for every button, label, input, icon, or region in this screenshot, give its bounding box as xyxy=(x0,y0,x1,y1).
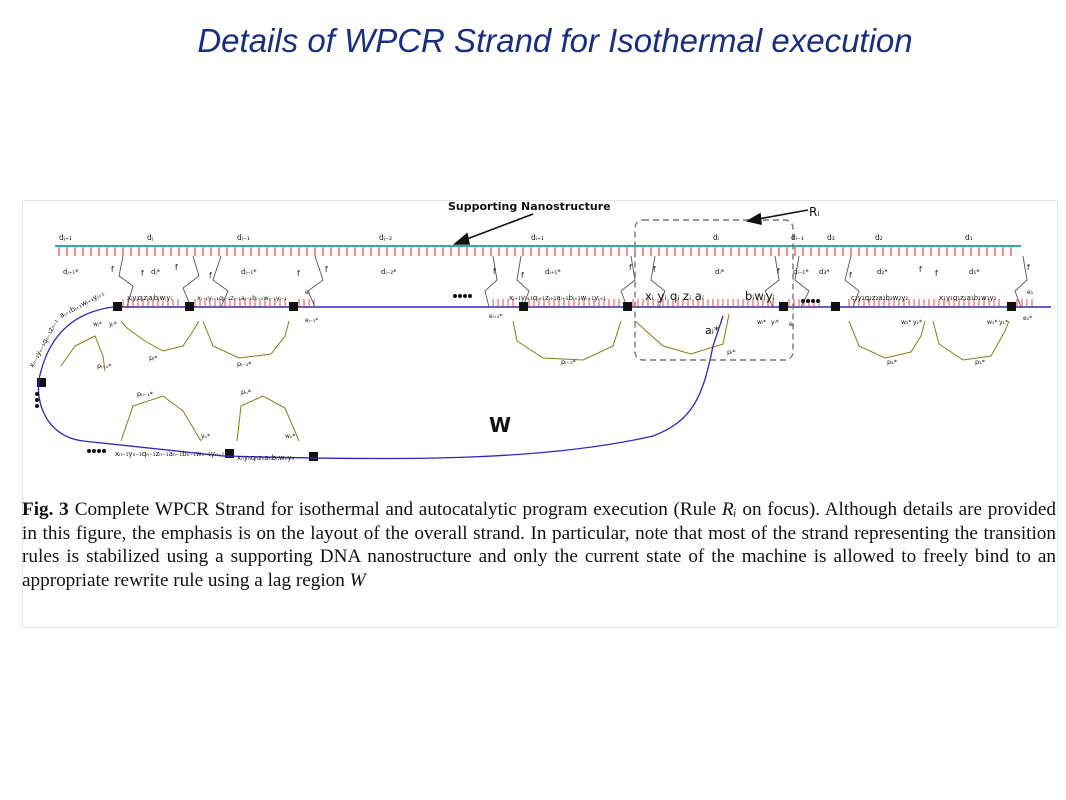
complement-label: dⱼ₋₂* xyxy=(381,268,397,276)
caption-rule-symbol: Rᵢ xyxy=(721,499,737,520)
f-linker-label: f xyxy=(175,263,178,272)
top-domain-label: dᵢ₋₁ xyxy=(791,233,805,242)
f-linker-label: f xyxy=(111,265,114,274)
slide-title: Details of WPCR Strand for Isothermal execution xyxy=(197,22,913,59)
f-linker-label: f xyxy=(493,267,496,276)
svg-text:w₂*: w₂* xyxy=(901,319,912,326)
top-domain-label: d₃ xyxy=(827,233,835,242)
f-linker-label: f xyxy=(653,265,656,274)
caption-text-part1: Complete WPCR Strand for isothermal and autocatalytic program execution (Rule xyxy=(74,499,722,520)
f-linker-label: f xyxy=(935,269,938,278)
top-domain-label: dᵢ₊₁ xyxy=(531,233,545,242)
w-labels xyxy=(93,319,1008,440)
complement-label: dⱼ₊₁* xyxy=(63,268,79,276)
complement-label: dᵢ* xyxy=(715,268,725,276)
svg-text:yₙ*: yₙ* xyxy=(201,433,210,440)
rule-seq-1: x₁y₁q₁z₁a₁b₁w₁y₁ xyxy=(939,294,997,302)
svg-text:e₁*: e₁* xyxy=(1023,315,1033,322)
svg-text:e₁: e₁ xyxy=(1027,289,1034,296)
focus-sub-label: aᵢ* xyxy=(705,324,720,337)
svg-text:p₁*: p₁* xyxy=(975,358,985,366)
f-linker-label: f xyxy=(629,263,632,272)
svg-text:eᵢ₊₂*: eᵢ₊₂* xyxy=(489,313,503,320)
complement-label: dⱼ* xyxy=(151,268,161,276)
ellipsis-dots xyxy=(35,294,820,453)
f-linker-label: f xyxy=(521,271,524,280)
bottom-seq-n-1: xₙ₋₁yₙ₋₁qₙ₋₁zₙ₋₁aₙ₋₁bₙ₋₁wₙ₋₁yₙ₋₁ xyxy=(115,450,225,458)
complement-label: dⱼ₋₁* xyxy=(241,268,257,276)
left-diagonal-seq: aⱼ₊₁bⱼ₊₁wⱼ₊₁yⱼ₊₁ xyxy=(58,289,106,320)
svg-text:pⱼ₋₁*: pⱼ₋₁* xyxy=(237,360,252,368)
rule-seq-2: c₂y₂q₂z₂a₂b₂w₂y₂ xyxy=(851,294,909,302)
nanostructure-ticks xyxy=(59,247,1011,256)
svg-text:pⱼ*: pⱼ* xyxy=(149,354,158,362)
f-linker-label: f xyxy=(297,269,300,278)
top-domain-label: d₁ xyxy=(965,233,973,242)
f-linker-label: f xyxy=(849,271,852,280)
callout-rule-label: Rᵢ xyxy=(809,205,820,219)
junction-squares xyxy=(37,302,1016,461)
left-diagonal-seq-2: xₙ₋₁yₙ₋₁qₙ₋₁zₙ₋₁ xyxy=(27,317,60,369)
complement-label: d₃* xyxy=(819,268,830,276)
callout-supporting-nanostructure: Supporting Nanostructure xyxy=(448,200,611,213)
f-linker-label: f xyxy=(777,267,780,276)
svg-text:pᵢ*: pᵢ* xyxy=(727,348,736,356)
svg-text:pₙ*: pₙ* xyxy=(241,388,251,396)
figure-caption xyxy=(22,498,1056,592)
focus-seq-b: bᵢwᵢyᵢ xyxy=(745,289,775,303)
wpcr-strand-diagram xyxy=(23,196,1059,496)
svg-text:wⱼ*: wⱼ* xyxy=(93,321,102,328)
complement-label: dᵢ₋₁* xyxy=(793,268,809,276)
caption-text-part2: on focus). Although details are provided in this figure, the emphasis is on the layout of the overall strand. In particular, note that most of the strand representing the transition rules is stabilized using a supporting DNA nanostructure and only the current state of the machine is allowed to freely bind to an appropriate rewrite rule using a lag region xyxy=(22,499,1056,591)
caption-lag-symbol: W xyxy=(349,569,366,591)
svg-text:pⱼ₊₁*: pⱼ₊₁* xyxy=(97,362,112,370)
top-domain-label: dⱼ xyxy=(147,233,154,242)
caption-figure-label: Fig. 3 xyxy=(22,499,69,520)
rule-seq-i+1: xᵢ₊₁yᵢ₊₁qᵢ₊₁zᵢ₊₁aᵢ₊₁bᵢ₊₁wᵢ₊₁yᵢ₊₁ xyxy=(509,294,607,302)
svg-text:yⱼ*: yⱼ* xyxy=(109,321,117,328)
f-linker-label: f xyxy=(209,271,212,280)
complement-label: d₁* xyxy=(969,268,980,276)
bottom-seq-n: xₙyₙqₙzₙaₙbₙwₙyₙ xyxy=(237,454,295,462)
top-domain-label: d₂ xyxy=(875,233,883,242)
complement-label: dᵢ₊₁* xyxy=(545,268,561,276)
top-domain-labels xyxy=(59,233,973,242)
callout-arrows xyxy=(455,210,808,244)
svg-text:y₁*: y₁* xyxy=(999,319,1008,326)
svg-text:yᵢ*: yᵢ* xyxy=(771,319,779,326)
lag-region-strand xyxy=(38,307,723,459)
svg-text:eⱼ₋₁*: eⱼ₋₁* xyxy=(305,317,319,324)
f-linker-label: f xyxy=(141,269,144,278)
loop-labels xyxy=(97,348,986,398)
svg-text:wₙ*: wₙ* xyxy=(285,433,296,440)
svg-text:w₁*: w₁* xyxy=(987,319,998,326)
top-domain-label: dⱼ₋₂ xyxy=(379,233,393,242)
top-domain-label: dⱼ₋₁ xyxy=(237,233,251,242)
lag-region-label: W xyxy=(489,413,512,437)
svg-text:eⱼ: eⱼ xyxy=(305,289,310,296)
loop-paths xyxy=(61,314,1009,441)
f-linker-label: f xyxy=(919,265,922,274)
f-linker-label: f xyxy=(1027,263,1030,272)
svg-text:y₂*: y₂* xyxy=(913,319,922,326)
top-domain-label: dⱼ₊₁ xyxy=(59,233,73,242)
top-domain-label: dᵢ xyxy=(713,233,720,242)
svg-text:pₙ₋₁*: pₙ₋₁* xyxy=(137,390,154,398)
f-linker-label: f xyxy=(325,265,328,274)
complement-label: d₂* xyxy=(877,268,888,276)
focus-seq-a: xᵢ yᵢ qᵢ zᵢ aᵢ xyxy=(645,289,704,303)
svg-text:p₂*: p₂* xyxy=(887,358,897,366)
svg-text:pᵢ₊₁*: pᵢ₊₁* xyxy=(561,358,576,366)
svg-text:eᵢ: eᵢ xyxy=(789,321,794,328)
rule-seq-j-1: xⱼ₋₁yⱼ₋₁qⱼ₋₁zⱼ₋₁aⱼ₋₁bⱼ₋₁wⱼ₋₁yⱼ₋₁ xyxy=(197,294,287,302)
rule-seq-j: xⱼyⱼqⱼzⱼaⱼbⱼwⱼyⱼ xyxy=(127,294,172,302)
svg-text:wᵢ*: wᵢ* xyxy=(757,319,766,326)
